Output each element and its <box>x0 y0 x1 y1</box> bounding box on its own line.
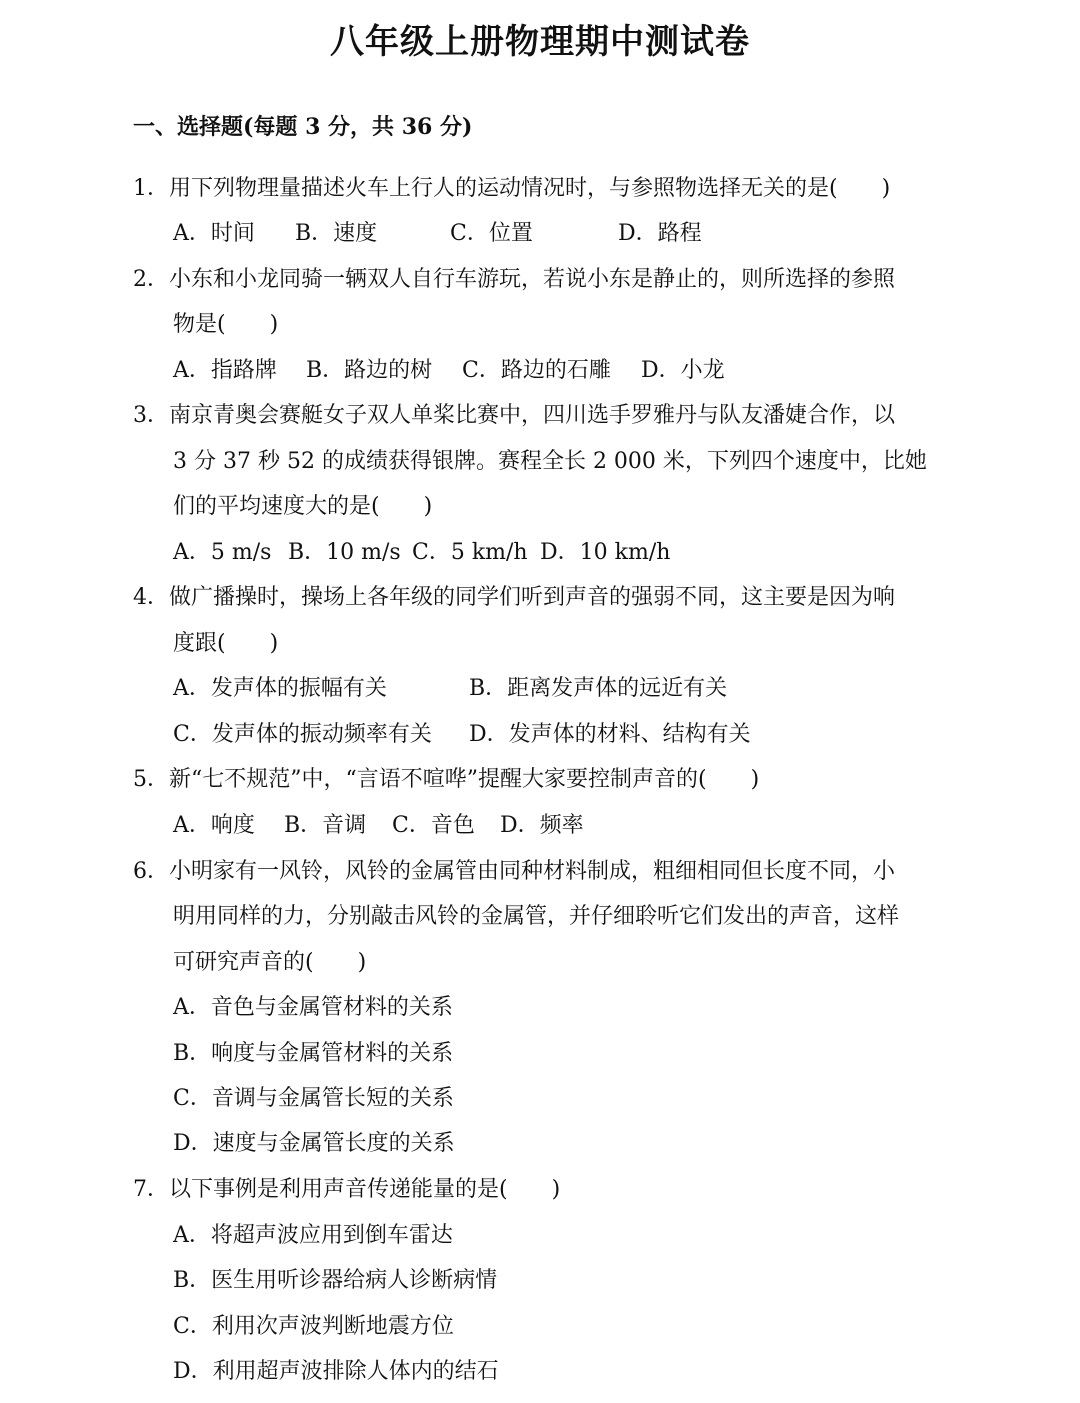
question-3-text-cont-1: 3 分 37 秒 52 的成绩获得银牌。赛程全长 2 000 米，下列四个速度中，比她 <box>173 449 927 474</box>
question-5-option-d: D．频率 <box>500 813 584 838</box>
question-1-text: 1．用下列物理量描述火车上行人的运动情况时，与参照物选择无关的是( ) <box>133 176 891 201</box>
question-7-option-d: D．利用超声波排除人体内的结石 <box>173 1359 499 1384</box>
question-4-option-b: B．距离发声体的远近有关 <box>469 676 728 701</box>
question-6-text-cont-2: 可研究声音的( ) <box>173 950 367 975</box>
question-2-text: 2．小东和小龙同骑一辆双人自行车游玩，若说小东是静止的，则所选择的参照 <box>133 267 895 292</box>
question-1-option-a: A．时间 <box>173 221 255 246</box>
question-1-option-d: D．路程 <box>618 221 702 246</box>
question-6-text: 6．小明家有一风铃，风铃的金属管由同种材料制成，粗细相同但长度不同，小 <box>133 859 895 884</box>
question-2-option-a: A．指路牌 <box>173 358 277 383</box>
question-6-option-c: C．音调与金属管长短的关系 <box>173 1086 454 1111</box>
question-1-option-c: C．位置 <box>450 221 533 246</box>
question-4-option-a: A．发声体的振幅有关 <box>173 676 387 701</box>
question-3-text: 3．南京青奥会赛艇女子双人单桨比赛中，四川选手罗雅丹与队友潘婕合作，以 <box>133 403 895 428</box>
exam-title: 八年级上册物理期中测试卷 <box>330 22 750 62</box>
question-4-text-cont: 度跟( ) <box>173 631 279 656</box>
question-6-option-b: B．响度与金属管材料的关系 <box>173 1041 454 1066</box>
question-4-option-c: C．发声体的振动频率有关 <box>173 722 432 747</box>
question-2-text-cont: 物是( ) <box>173 312 279 337</box>
question-3-option-a: A．5 m/s <box>173 540 272 565</box>
question-7-text: 7．以下事例是利用声音传递能量的是( ) <box>133 1177 561 1202</box>
question-2-option-b: B．路边的树 <box>306 358 433 383</box>
question-2-option-d: D．小龙 <box>641 358 725 383</box>
question-2-option-c: C．路边的石雕 <box>462 358 611 383</box>
question-3-option-d: D．10 km/h <box>540 540 671 565</box>
question-3-text-cont-2: 们的平均速度大的是( ) <box>173 494 433 519</box>
question-7-option-c: C．利用次声波判断地震方位 <box>173 1314 454 1339</box>
question-5-text: 5．新“七不规范”中，“言语不喧哗”提醒大家要控制声音的( ) <box>133 767 760 792</box>
question-7-option-a: A．将超声波应用到倒车雷达 <box>173 1223 453 1248</box>
question-1-option-b: B．速度 <box>295 221 378 246</box>
question-5-option-a: A．响度 <box>173 813 255 838</box>
question-5-option-c: C．音色 <box>392 813 475 838</box>
question-5-option-b: B．音调 <box>284 813 367 838</box>
question-6-option-d: D．速度与金属管长度的关系 <box>173 1131 455 1156</box>
question-6-text-cont-1: 明用同样的力，分别敲击风铃的金属管，并仔细聆听它们发出的声音，这样 <box>173 904 900 929</box>
section-heading: 一、选择题(每题 3 分，共 36 分) <box>133 114 473 140</box>
question-3-option-b: B．10 m/s <box>288 540 401 565</box>
question-4-text: 4．做广播操时，操场上各年级的同学们听到声音的强弱不同，这主要是因为响 <box>133 585 895 610</box>
question-6-option-a: A．音色与金属管材料的关系 <box>173 995 453 1020</box>
question-7-option-b: B．医生用听诊器给病人诊断病情 <box>173 1268 498 1293</box>
question-4-option-d: D．发声体的材料、结构有关 <box>469 722 751 747</box>
question-3-option-c: C．5 km/h <box>412 540 528 565</box>
